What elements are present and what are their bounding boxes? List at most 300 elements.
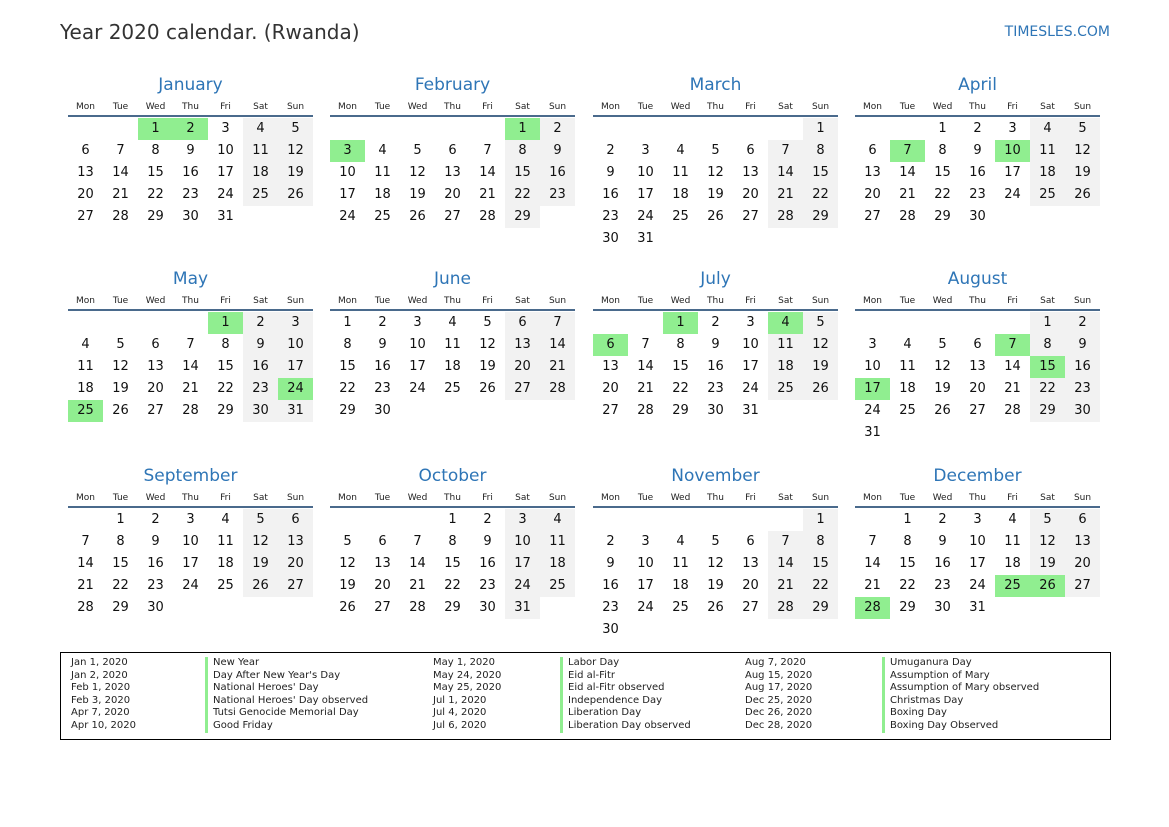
legend-date: Jul 1, 2020 bbox=[433, 694, 487, 706]
day: 27 bbox=[864, 209, 881, 224]
weekday-label: Sun bbox=[548, 102, 567, 112]
month-name: September bbox=[143, 466, 238, 486]
day: 29 bbox=[672, 403, 689, 418]
day: 27 bbox=[147, 403, 164, 418]
day: 15 bbox=[672, 359, 689, 374]
day: 14 bbox=[182, 359, 199, 374]
day: 17 bbox=[742, 359, 759, 374]
day: 27 bbox=[1065, 575, 1100, 597]
weekday-label: Tue bbox=[112, 493, 129, 503]
weekday-label: Mon bbox=[338, 493, 357, 503]
day: 3 bbox=[413, 315, 422, 330]
day: 23 bbox=[934, 578, 951, 593]
day: 19 bbox=[278, 162, 313, 184]
weekday-label: Sat bbox=[1040, 296, 1055, 306]
day: 26 bbox=[803, 378, 838, 400]
day: 7 bbox=[641, 337, 650, 352]
day: 28 bbox=[409, 600, 426, 615]
month-name: August bbox=[947, 269, 1008, 289]
day: 25 bbox=[1030, 184, 1065, 206]
day: 23 bbox=[969, 187, 986, 202]
day: 27 bbox=[969, 403, 986, 418]
weekday-label: Sat bbox=[778, 493, 793, 503]
weekday-label: Mon bbox=[601, 493, 620, 503]
day: 29 bbox=[899, 600, 916, 615]
day: 24 bbox=[505, 575, 540, 597]
month-september bbox=[68, 465, 313, 619]
day: 17 bbox=[409, 359, 426, 374]
day: 10 bbox=[217, 143, 234, 158]
day: 20 bbox=[864, 187, 881, 202]
day: 28 bbox=[768, 597, 803, 619]
day: 7 bbox=[540, 312, 575, 334]
day: 11 bbox=[672, 556, 689, 571]
legend-date: Aug 17, 2020 bbox=[745, 682, 813, 694]
weekday-header bbox=[593, 488, 838, 508]
day: 18 bbox=[1004, 556, 1021, 571]
day: 28 bbox=[112, 209, 129, 224]
weekday-header bbox=[855, 291, 1100, 311]
day: 16 bbox=[540, 162, 575, 184]
day: 6 bbox=[1065, 509, 1100, 531]
day: 18 bbox=[1030, 162, 1065, 184]
day: 4 bbox=[903, 337, 912, 352]
day: 30 bbox=[374, 403, 391, 418]
weekday-label: Sat bbox=[778, 102, 793, 112]
holiday-day: 25 bbox=[68, 400, 103, 422]
day: 27 bbox=[505, 378, 540, 400]
month-name: February bbox=[414, 75, 491, 95]
day: 4 bbox=[448, 315, 457, 330]
day: 11 bbox=[540, 531, 575, 553]
day: 5 bbox=[278, 118, 313, 140]
month-name: December bbox=[933, 466, 1022, 486]
day: 15 bbox=[444, 556, 461, 571]
weekday-label: Tue bbox=[112, 296, 129, 306]
day: 27 bbox=[444, 209, 461, 224]
day: 23 bbox=[182, 187, 199, 202]
month-may bbox=[68, 268, 313, 422]
legend-date: Apr 10, 2020 bbox=[71, 720, 137, 731]
day: 15 bbox=[147, 165, 164, 180]
day: 3 bbox=[505, 509, 540, 531]
day-grid bbox=[855, 118, 1100, 228]
weekday-header bbox=[593, 97, 838, 117]
day: 25 bbox=[444, 381, 461, 396]
day: 29 bbox=[217, 403, 234, 418]
day-grid bbox=[855, 312, 1100, 444]
holiday-day: 1 bbox=[663, 312, 698, 334]
legend-holiday-name: Christmas Day bbox=[882, 695, 963, 708]
day: 21 bbox=[540, 356, 575, 378]
weekday-label: Sat bbox=[515, 493, 530, 503]
weekday-label: Thu bbox=[707, 493, 724, 503]
day: 17 bbox=[637, 578, 654, 593]
day: 24 bbox=[1004, 187, 1021, 202]
day: 27 bbox=[742, 600, 759, 615]
day: 22 bbox=[112, 578, 129, 593]
day: 26 bbox=[1065, 184, 1100, 206]
day: 18 bbox=[672, 578, 689, 593]
day: 14 bbox=[112, 165, 129, 180]
day: 22 bbox=[217, 381, 234, 396]
holiday-day: 2 bbox=[173, 118, 208, 140]
day: 6 bbox=[505, 312, 540, 334]
day-grid bbox=[593, 312, 838, 422]
month-name: March bbox=[689, 75, 742, 95]
legend-date: Aug 15, 2020 bbox=[745, 669, 813, 681]
weekday-label: Fri bbox=[482, 493, 493, 503]
day: 20 bbox=[742, 578, 759, 593]
weekday-label: Mon bbox=[338, 102, 357, 112]
day: 26 bbox=[278, 184, 313, 206]
weekday-label: Fri bbox=[220, 102, 231, 112]
weekday-label: Wed bbox=[407, 296, 428, 306]
day: 8 bbox=[938, 143, 947, 158]
day: 25 bbox=[374, 209, 391, 224]
day: 6 bbox=[973, 337, 982, 352]
day: 2 bbox=[1065, 312, 1100, 334]
day: 28 bbox=[182, 403, 199, 418]
day: 18 bbox=[672, 187, 689, 202]
day: 21 bbox=[182, 381, 199, 396]
day: 12 bbox=[707, 165, 724, 180]
weekday-label: Fri bbox=[745, 493, 756, 503]
weekday-label: Sun bbox=[1073, 296, 1092, 306]
day: 3 bbox=[973, 512, 982, 527]
day: 26 bbox=[339, 600, 356, 615]
day: 4 bbox=[1008, 512, 1017, 527]
weekday-label: Thu bbox=[444, 296, 461, 306]
day: 11 bbox=[1030, 140, 1065, 162]
day: 11 bbox=[1004, 534, 1021, 549]
weekday-header bbox=[330, 291, 575, 311]
day: 30 bbox=[602, 622, 619, 637]
day: 15 bbox=[339, 359, 356, 374]
weekday-label: Sun bbox=[811, 493, 830, 503]
month-name: July bbox=[700, 269, 731, 289]
day: 10 bbox=[182, 534, 199, 549]
day: 15 bbox=[899, 556, 916, 571]
day: 9 bbox=[606, 556, 615, 571]
day: 5 bbox=[711, 143, 720, 158]
month-name: May bbox=[172, 269, 209, 289]
day: 22 bbox=[147, 187, 164, 202]
day: 15 bbox=[803, 553, 838, 575]
day: 20 bbox=[742, 187, 759, 202]
day: 10 bbox=[278, 334, 313, 356]
weekday-label: Mon bbox=[76, 296, 95, 306]
holiday-legend bbox=[60, 652, 1111, 740]
day: 19 bbox=[479, 359, 496, 374]
weekday-label: Sat bbox=[515, 102, 530, 112]
day: 29 bbox=[803, 206, 838, 228]
day: 9 bbox=[151, 534, 160, 549]
day: 4 bbox=[540, 509, 575, 531]
legend-date: Apr 7, 2020 bbox=[71, 707, 130, 719]
day: 8 bbox=[676, 337, 685, 352]
day: 16 bbox=[707, 359, 724, 374]
day: 10 bbox=[409, 337, 426, 352]
day: 14 bbox=[864, 556, 881, 571]
day: 21 bbox=[637, 381, 654, 396]
day: 20 bbox=[278, 553, 313, 575]
day: 14 bbox=[637, 359, 654, 374]
holiday-day: 1 bbox=[505, 118, 540, 140]
day: 24 bbox=[969, 578, 986, 593]
day: 2 bbox=[540, 118, 575, 140]
day: 13 bbox=[1065, 531, 1100, 553]
day: 9 bbox=[938, 534, 947, 549]
day: 25 bbox=[672, 209, 689, 224]
day: 22 bbox=[934, 187, 951, 202]
weekday-label: Fri bbox=[482, 296, 493, 306]
day: 4 bbox=[1030, 118, 1065, 140]
day: 4 bbox=[81, 337, 90, 352]
legend-date: Feb 3, 2020 bbox=[71, 694, 131, 706]
weekday-label: Mon bbox=[76, 493, 95, 503]
day: 26 bbox=[479, 381, 496, 396]
day: 29 bbox=[505, 206, 540, 228]
day: 29 bbox=[934, 209, 951, 224]
day: 5 bbox=[803, 312, 838, 334]
day: 15 bbox=[112, 556, 129, 571]
day: 7 bbox=[868, 534, 877, 549]
day: 23 bbox=[540, 184, 575, 206]
weekday-label: Mon bbox=[338, 296, 357, 306]
weekday-label: Fri bbox=[1007, 493, 1018, 503]
day: 25 bbox=[540, 575, 575, 597]
day: 30 bbox=[707, 403, 724, 418]
day: 16 bbox=[934, 556, 951, 571]
day: 13 bbox=[505, 334, 540, 356]
day-grid bbox=[68, 509, 313, 619]
day: 6 bbox=[378, 534, 387, 549]
day: 20 bbox=[374, 578, 391, 593]
day: 10 bbox=[637, 556, 654, 571]
day: 3 bbox=[746, 315, 755, 330]
day: 1 bbox=[938, 121, 947, 136]
day: 21 bbox=[479, 187, 496, 202]
day: 31 bbox=[637, 231, 654, 246]
weekday-label: Mon bbox=[863, 493, 882, 503]
weekday-label: Wed bbox=[407, 493, 428, 503]
weekday-label: Mon bbox=[601, 102, 620, 112]
weekday-label: Wed bbox=[932, 102, 953, 112]
day: 9 bbox=[973, 143, 982, 158]
day: 9 bbox=[540, 140, 575, 162]
day: 23 bbox=[147, 578, 164, 593]
day: 17 bbox=[217, 165, 234, 180]
day-grid bbox=[68, 312, 313, 422]
day: 5 bbox=[343, 534, 352, 549]
legend-date: May 1, 2020 bbox=[433, 657, 496, 668]
day: 6 bbox=[278, 509, 313, 531]
day: 31 bbox=[278, 400, 313, 422]
day: 6 bbox=[151, 337, 160, 352]
month-february bbox=[330, 74, 575, 228]
day: 7 bbox=[186, 337, 195, 352]
day: 4 bbox=[676, 534, 685, 549]
month-name: October bbox=[418, 466, 487, 486]
day: 16 bbox=[969, 165, 986, 180]
day: 10 bbox=[969, 534, 986, 549]
day: 7 bbox=[768, 140, 803, 162]
day: 6 bbox=[448, 143, 457, 158]
day: 13 bbox=[864, 165, 881, 180]
day: 26 bbox=[112, 403, 129, 418]
day: 12 bbox=[339, 556, 356, 571]
day: 2 bbox=[711, 315, 720, 330]
weekday-label: Mon bbox=[601, 296, 620, 306]
day: 8 bbox=[116, 534, 125, 549]
day: 29 bbox=[339, 403, 356, 418]
day: 4 bbox=[676, 143, 685, 158]
day: 8 bbox=[448, 534, 457, 549]
day: 23 bbox=[243, 378, 278, 400]
day: 20 bbox=[505, 356, 540, 378]
day: 21 bbox=[1004, 381, 1021, 396]
day: 11 bbox=[243, 140, 278, 162]
weekday-label: Wed bbox=[145, 296, 166, 306]
day: 12 bbox=[934, 359, 951, 374]
legend-holiday-name: Boxing Day bbox=[882, 707, 947, 720]
day: 22 bbox=[505, 184, 540, 206]
day: 11 bbox=[444, 337, 461, 352]
month-july bbox=[593, 268, 838, 422]
day: 8 bbox=[903, 534, 912, 549]
weekday-label: Sun bbox=[286, 102, 305, 112]
month-name: January bbox=[158, 75, 223, 95]
legend-holiday-name: New Year bbox=[205, 657, 259, 670]
day: 12 bbox=[409, 165, 426, 180]
holiday-day: 3 bbox=[330, 140, 365, 162]
weekday-label: Mon bbox=[863, 296, 882, 306]
month-october bbox=[330, 465, 575, 619]
day: 25 bbox=[243, 184, 278, 206]
weekday-label: Tue bbox=[637, 296, 654, 306]
holiday-day: 7 bbox=[995, 334, 1030, 356]
weekday-label: Fri bbox=[745, 296, 756, 306]
day: 30 bbox=[1065, 400, 1100, 422]
day: 24 bbox=[742, 381, 759, 396]
weekday-label: Sun bbox=[1073, 493, 1092, 503]
day: 18 bbox=[217, 556, 234, 571]
day: 18 bbox=[899, 381, 916, 396]
day: 4 bbox=[378, 143, 387, 158]
day: 26 bbox=[243, 575, 278, 597]
day: 17 bbox=[969, 556, 986, 571]
day: 8 bbox=[221, 337, 230, 352]
legend-date: Jan 2, 2020 bbox=[71, 669, 128, 681]
legend-date: Aug 7, 2020 bbox=[745, 657, 806, 668]
legend-date: Dec 25, 2020 bbox=[745, 694, 813, 706]
day: 21 bbox=[409, 578, 426, 593]
day: 20 bbox=[602, 381, 619, 396]
day: 25 bbox=[672, 600, 689, 615]
day: 20 bbox=[1065, 553, 1100, 575]
day-grid bbox=[593, 509, 838, 641]
day: 7 bbox=[768, 531, 803, 553]
day: 16 bbox=[602, 578, 619, 593]
legend-holiday-name: Eid al-Fitr bbox=[560, 670, 615, 683]
day: 7 bbox=[116, 143, 125, 158]
day-grid bbox=[855, 509, 1100, 619]
day: 22 bbox=[803, 575, 838, 597]
day: 4 bbox=[243, 118, 278, 140]
day: 9 bbox=[711, 337, 720, 352]
holiday-day: 26 bbox=[1030, 575, 1065, 597]
legend-holiday-name: Eid al-Fitr observed bbox=[560, 682, 665, 695]
day: 12 bbox=[707, 556, 724, 571]
weekday-label: Thu bbox=[182, 296, 199, 306]
weekday-label: Sat bbox=[253, 493, 268, 503]
day: 18 bbox=[243, 162, 278, 184]
day: 8 bbox=[343, 337, 352, 352]
day: 27 bbox=[77, 209, 94, 224]
day: 29 bbox=[444, 600, 461, 615]
weekday-label: Thu bbox=[444, 102, 461, 112]
weekday-label: Wed bbox=[407, 102, 428, 112]
day: 4 bbox=[221, 512, 230, 527]
site-link[interactable]: TIMESLES.COM bbox=[1004, 24, 1110, 40]
holiday-day: 25 bbox=[995, 575, 1030, 597]
day: 9 bbox=[243, 334, 278, 356]
weekday-label: Tue bbox=[899, 296, 916, 306]
weekday-header bbox=[68, 488, 313, 508]
day: 9 bbox=[483, 534, 492, 549]
weekday-label: Wed bbox=[670, 102, 691, 112]
day: 26 bbox=[707, 600, 724, 615]
weekday-label: Thu bbox=[969, 102, 986, 112]
day: 24 bbox=[637, 209, 654, 224]
day: 10 bbox=[742, 337, 759, 352]
day: 19 bbox=[707, 578, 724, 593]
weekday-label: Fri bbox=[220, 296, 231, 306]
day: 31 bbox=[505, 597, 540, 619]
legend-date: May 25, 2020 bbox=[433, 682, 502, 694]
day: 5 bbox=[483, 315, 492, 330]
day: 3 bbox=[1008, 121, 1017, 136]
weekday-label: Sat bbox=[1040, 102, 1055, 112]
day: 24 bbox=[409, 381, 426, 396]
day: 16 bbox=[243, 356, 278, 378]
holiday-day: 4 bbox=[768, 312, 803, 334]
day: 25 bbox=[217, 578, 234, 593]
day: 13 bbox=[278, 531, 313, 553]
day: 6 bbox=[746, 534, 755, 549]
day: 11 bbox=[374, 165, 391, 180]
day: 31 bbox=[742, 403, 759, 418]
day: 16 bbox=[602, 187, 619, 202]
day: 24 bbox=[182, 578, 199, 593]
day: 14 bbox=[409, 556, 426, 571]
day: 6 bbox=[746, 143, 755, 158]
day: 11 bbox=[768, 334, 803, 356]
legend-date: Jul 4, 2020 bbox=[433, 707, 487, 719]
day: 24 bbox=[864, 403, 881, 418]
day: 12 bbox=[479, 337, 496, 352]
day: 20 bbox=[444, 187, 461, 202]
day: 9 bbox=[378, 337, 387, 352]
day: 9 bbox=[186, 143, 195, 158]
day: 17 bbox=[278, 356, 313, 378]
day: 23 bbox=[707, 381, 724, 396]
day: 1 bbox=[343, 315, 352, 330]
weekday-label: Thu bbox=[707, 102, 724, 112]
day: 19 bbox=[934, 381, 951, 396]
day: 18 bbox=[77, 381, 94, 396]
